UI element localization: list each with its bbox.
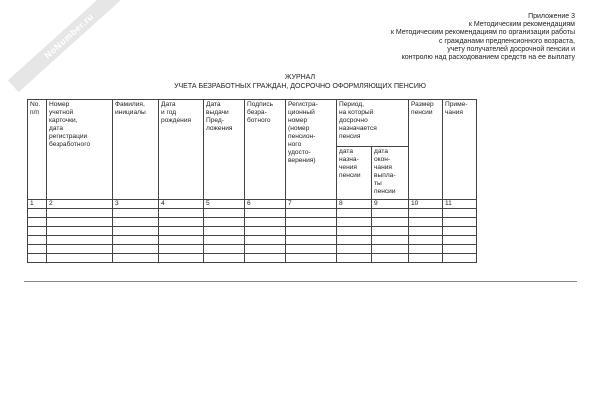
header-pension-amount: Размер пенсии xyxy=(409,100,443,200)
header-end-date: дата окон- чания выпла- ты пенсии xyxy=(372,147,409,200)
column-number: 2 xyxy=(47,200,113,209)
appendix-line: Приложение 3 xyxy=(528,13,575,20)
table-cell[interactable] xyxy=(337,245,372,254)
table-cell[interactable] xyxy=(113,254,159,263)
journal-table xyxy=(27,99,477,263)
table-cell[interactable] xyxy=(286,236,337,245)
table-cell[interactable] xyxy=(372,245,409,254)
table-cell[interactable] xyxy=(159,236,204,245)
watermark: NoNumber.ru xyxy=(8,0,130,92)
table-cell[interactable] xyxy=(409,209,443,218)
title-line-2: УЧЕТА БЕЗРАБОТНЫХ ГРАЖДАН, ДОСРОЧНО ОФОРМЛЯЮЩИХ ПЕНСИЮ xyxy=(174,82,426,90)
column-numbers-row xyxy=(28,200,477,209)
table-cell[interactable] xyxy=(409,254,443,263)
table-cell[interactable] xyxy=(28,218,47,227)
table-cell[interactable] xyxy=(159,227,204,236)
table-cell[interactable] xyxy=(204,209,245,218)
column-number: 1 xyxy=(28,200,47,209)
table-cell[interactable] xyxy=(159,245,204,254)
table-cell[interactable] xyxy=(443,218,477,227)
header-name: Фамилия, инициалы xyxy=(113,100,159,200)
appendix-line: учету получателей досрочной пенсии и xyxy=(447,45,575,53)
table-cell[interactable] xyxy=(47,254,113,263)
table-row xyxy=(28,218,477,227)
appendix-line: к Методическим рекомендациям по организации работы xyxy=(390,29,575,37)
table-cell[interactable] xyxy=(245,236,286,245)
table-cell[interactable] xyxy=(28,236,47,245)
table-cell[interactable] xyxy=(204,245,245,254)
header-start-date: дата назна- чения пенсии xyxy=(337,147,372,200)
table-cell[interactable] xyxy=(159,218,204,227)
table-cell[interactable] xyxy=(204,236,245,245)
table-cell[interactable] xyxy=(409,236,443,245)
table-cell[interactable] xyxy=(372,227,409,236)
table-cell[interactable] xyxy=(113,236,159,245)
table-cell[interactable] xyxy=(245,245,286,254)
header-offer-date: Дата выдачи Пред- ложения xyxy=(204,100,245,200)
table-cell[interactable] xyxy=(113,209,159,218)
header-birth-date: Дата и год рождения xyxy=(159,100,204,200)
table-cell[interactable] xyxy=(372,218,409,227)
table-cell[interactable] xyxy=(286,254,337,263)
table-cell[interactable] xyxy=(443,227,477,236)
table-cell[interactable] xyxy=(113,218,159,227)
table-cell[interactable] xyxy=(47,236,113,245)
table-cell[interactable] xyxy=(409,245,443,254)
table-cell[interactable] xyxy=(337,236,372,245)
table-cell[interactable] xyxy=(372,236,409,245)
appendix-line: контролю над расходованием средств на ее выплату xyxy=(401,54,575,62)
table-cell[interactable] xyxy=(337,209,372,218)
column-number: 8 xyxy=(337,200,372,209)
table-cell[interactable] xyxy=(443,254,477,263)
table-cell[interactable] xyxy=(245,254,286,263)
table-cell[interactable] xyxy=(47,245,113,254)
table-cell[interactable] xyxy=(28,254,47,263)
table-row xyxy=(28,245,477,254)
journal-title xyxy=(0,74,600,91)
appendix-line: к Методическим рекомендациям xyxy=(468,21,575,29)
table-cell[interactable] xyxy=(286,218,337,227)
table-cell[interactable] xyxy=(28,245,47,254)
table-cell[interactable] xyxy=(286,227,337,236)
table-cell[interactable] xyxy=(337,254,372,263)
table-cell[interactable] xyxy=(337,227,372,236)
header-signature: Подпись безра- ботного xyxy=(245,100,286,200)
appendix-line: с гражданами предпенсионного возраста, xyxy=(438,37,575,45)
table-cell[interactable] xyxy=(28,227,47,236)
table-cell[interactable] xyxy=(47,218,113,227)
table-cell[interactable] xyxy=(159,254,204,263)
column-number: 11 xyxy=(443,200,477,209)
table-cell[interactable] xyxy=(337,218,372,227)
header-notes: Приме- чания xyxy=(443,100,477,200)
table-row xyxy=(28,209,477,218)
table-row xyxy=(28,254,477,263)
table-cell[interactable] xyxy=(245,227,286,236)
table-row xyxy=(28,227,477,236)
table-cell[interactable] xyxy=(204,254,245,263)
table-cell[interactable] xyxy=(409,227,443,236)
column-number: 4 xyxy=(159,200,204,209)
table-cell[interactable] xyxy=(443,236,477,245)
table-cell[interactable] xyxy=(113,227,159,236)
title-line-1: ЖУРНАЛ xyxy=(284,74,316,81)
table-cell[interactable] xyxy=(47,227,113,236)
separator-line xyxy=(24,281,577,282)
table-cell[interactable] xyxy=(286,245,337,254)
table-cell[interactable] xyxy=(245,209,286,218)
column-number: 5 xyxy=(204,200,245,209)
header-card-number: Номер учетной карточки, дата регистрации безработного xyxy=(47,100,113,200)
table-cell[interactable] xyxy=(443,209,477,218)
table-row xyxy=(28,236,477,245)
table-cell[interactable] xyxy=(443,245,477,254)
table-cell[interactable] xyxy=(113,245,159,254)
table-cell[interactable] xyxy=(409,218,443,227)
table-cell[interactable] xyxy=(204,218,245,227)
column-number: 9 xyxy=(372,200,409,209)
column-number: 6 xyxy=(245,200,286,209)
header-period: Период, на который досрочно назначается пенсия xyxy=(337,100,409,147)
table-cell[interactable] xyxy=(204,227,245,236)
appendix-note xyxy=(391,13,575,62)
table-cell[interactable] xyxy=(28,209,47,218)
table-cell[interactable] xyxy=(372,209,409,218)
column-number: 3 xyxy=(113,200,159,209)
table-cell[interactable] xyxy=(245,218,286,227)
column-number: 7 xyxy=(286,200,337,209)
column-number: 10 xyxy=(409,200,443,209)
table-cell[interactable] xyxy=(372,254,409,263)
table-cell[interactable] xyxy=(47,209,113,218)
header-number: No. п/п xyxy=(28,100,47,200)
table-cell[interactable] xyxy=(159,209,204,218)
table-cell[interactable] xyxy=(286,209,337,218)
header-registration-number: Регистра- ционный номер (номер пенсион- ного удосто- верения) xyxy=(286,100,337,200)
